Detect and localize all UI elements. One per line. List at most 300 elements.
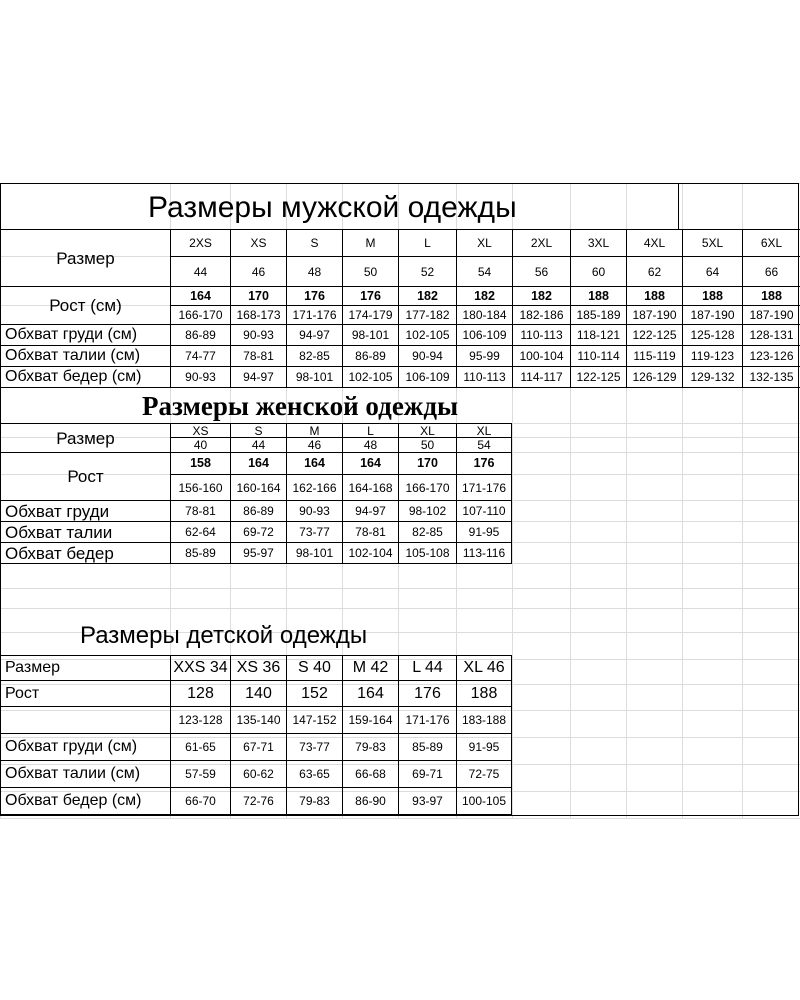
grid-cell xyxy=(743,792,800,819)
men-number-cell: 64 xyxy=(683,257,743,287)
men-hips-cell: 126-129 xyxy=(627,367,683,388)
grid-cell xyxy=(513,609,571,633)
grid-cell xyxy=(571,543,627,564)
women-chest-cell: 98-102 xyxy=(399,501,457,522)
kids-row-waist xyxy=(1,761,512,788)
men-chest-cell: 106-109 xyxy=(457,325,513,346)
kids-hips-cell: 100-105 xyxy=(457,788,512,815)
men-height-label: Рост (см) xyxy=(1,287,171,325)
women-row-chest xyxy=(1,501,512,522)
men-size-cell: L xyxy=(399,230,457,257)
grid-cell xyxy=(683,738,743,765)
grid-cell xyxy=(627,388,683,424)
grid-cell xyxy=(743,738,800,765)
men-row-height xyxy=(1,287,800,306)
men-height-cell: 176 xyxy=(343,287,399,306)
grid-cell xyxy=(457,564,513,589)
men-number-cell: 60 xyxy=(571,257,627,287)
men-waist-cell: 123-126 xyxy=(743,346,800,367)
kids-size-cell: S 40 xyxy=(287,656,343,681)
women-size-cell: XS xyxy=(171,424,231,438)
men-hips-cell: 132-135 xyxy=(743,367,800,388)
grid-cell xyxy=(513,501,571,522)
grid-row xyxy=(1,589,800,609)
men-row-waist xyxy=(1,346,800,367)
kids-row-height xyxy=(1,681,512,707)
women-size-cell: L xyxy=(343,424,399,438)
grid-cell xyxy=(627,543,683,564)
men-size-table xyxy=(0,229,800,388)
men-row-hips xyxy=(1,367,800,388)
men-number-cell: 46 xyxy=(231,257,287,287)
kids-chest-label: Обхват груди (см) xyxy=(1,734,171,761)
grid-cell xyxy=(743,453,800,475)
men-hips-cell: 110-113 xyxy=(457,367,513,388)
women-waist-cell: 62-64 xyxy=(171,522,231,543)
grid-cell xyxy=(513,792,571,819)
men-waist-cell: 119-123 xyxy=(683,346,743,367)
men-number-cell: 66 xyxy=(743,257,800,287)
men-chest-cell: 125-128 xyxy=(683,325,743,346)
women-height-label: Рост xyxy=(1,453,171,501)
grid-cell xyxy=(627,184,683,230)
grid-cell xyxy=(1,184,171,230)
men-height-cell: 188 xyxy=(571,287,627,306)
grid-cell xyxy=(571,184,627,230)
men-chest-cell: 118-121 xyxy=(571,325,627,346)
men-waist-cell: 110-114 xyxy=(571,346,627,367)
kids-size-cell: L 44 xyxy=(399,656,457,681)
women-height-cell: 164 xyxy=(287,453,343,475)
women-size-cell: M xyxy=(287,424,343,438)
grid-cell xyxy=(743,475,800,501)
men-size-cell: S xyxy=(287,230,343,257)
kids-height-range-label xyxy=(1,707,171,734)
men-height-cell: 182 xyxy=(513,287,571,306)
men-size-label: Размер xyxy=(1,230,171,287)
grid-cell xyxy=(627,424,683,438)
grid-cell xyxy=(571,711,627,738)
grid-cell xyxy=(627,589,683,609)
grid-cell xyxy=(683,501,743,522)
women-hips-cell: 95-97 xyxy=(231,543,287,564)
grid-cell xyxy=(287,589,343,609)
women-hips-cell: 98-101 xyxy=(287,543,343,564)
grid-cell xyxy=(683,792,743,819)
women-hips-cell: 85-89 xyxy=(171,543,231,564)
women-row-waist xyxy=(1,522,512,543)
men-height-range-cell: 187-190 xyxy=(743,306,800,325)
men-height-cell: 182 xyxy=(399,287,457,306)
grid-cell xyxy=(683,685,743,711)
women-title: Размеры женской одежды xyxy=(142,391,459,421)
grid-cell xyxy=(627,738,683,765)
grid-cell xyxy=(1,589,171,609)
kids-waist-cell: 57-59 xyxy=(171,761,231,788)
grid-cell xyxy=(571,738,627,765)
men-size-cell: 6XL xyxy=(743,230,800,257)
men-waist-cell: 78-81 xyxy=(231,346,287,367)
kids-height-cell: 176 xyxy=(399,681,457,707)
grid-cell xyxy=(743,765,800,792)
kids-size-cell: XXS 34 xyxy=(171,656,231,681)
grid-cell xyxy=(627,438,683,453)
kids-title: Размеры детской одежды xyxy=(80,622,368,649)
women-height-cell: 164 xyxy=(343,453,399,475)
grid-cell xyxy=(287,564,343,589)
grid-cell xyxy=(627,475,683,501)
grid-cell xyxy=(571,633,627,660)
grid-cell xyxy=(683,522,743,543)
men-chest-cell: 110-113 xyxy=(513,325,571,346)
grid-cell xyxy=(399,564,457,589)
men-height-cell: 188 xyxy=(627,287,683,306)
kids-height-range-cell: 123-128 xyxy=(171,707,231,734)
men-height-range-cell: 166-170 xyxy=(171,306,231,325)
grid-cell xyxy=(743,685,800,711)
grid-cell xyxy=(743,501,800,522)
men-height-range-cell: 174-179 xyxy=(343,306,399,325)
women-waist-cell: 91-95 xyxy=(457,522,512,543)
men-title: Размеры мужской одежды xyxy=(148,191,517,224)
kids-chest-cell: 67-71 xyxy=(231,734,287,761)
women-height-range-cell: 171-176 xyxy=(457,475,512,501)
kids-height-range-cell: 183-188 xyxy=(457,707,512,734)
women-number-cell: 46 xyxy=(287,438,343,453)
grid-cell xyxy=(457,589,513,609)
men-hips-cell: 94-97 xyxy=(231,367,287,388)
size-chart-sheet xyxy=(0,183,800,816)
women-height-range-cell: 160-164 xyxy=(231,475,287,501)
women-row-height xyxy=(1,453,512,475)
kids-hips-cell: 86-90 xyxy=(343,788,399,815)
grid-cell xyxy=(399,589,457,609)
men-waist-label: Обхват талии (см) xyxy=(1,346,171,367)
kids-size-label: Размер xyxy=(1,656,171,681)
grid-cell xyxy=(457,609,513,633)
women-chest-label: Обхват груди xyxy=(1,501,171,522)
grid-cell xyxy=(571,685,627,711)
men-number-cell: 48 xyxy=(287,257,343,287)
kids-height-label: Рост xyxy=(1,681,171,707)
men-size-cell: 4XL xyxy=(627,230,683,257)
grid-cell xyxy=(743,543,800,564)
women-height-range-cell: 166-170 xyxy=(399,475,457,501)
grid-cell xyxy=(513,438,571,453)
grid-cell xyxy=(743,633,800,660)
kids-size-cell: XL 46 xyxy=(457,656,512,681)
women-waist-cell: 73-77 xyxy=(287,522,343,543)
men-size-cell: 2XS xyxy=(171,230,231,257)
kids-row-hips xyxy=(1,788,512,815)
grid-cell xyxy=(743,424,800,438)
grid-cell xyxy=(743,522,800,543)
men-hips-cell: 114-117 xyxy=(513,367,571,388)
men-waist-cell: 115-119 xyxy=(627,346,683,367)
grid-cell xyxy=(571,792,627,819)
grid-cell xyxy=(571,660,627,685)
grid-cell xyxy=(743,184,800,230)
kids-hips-cell: 93-97 xyxy=(399,788,457,815)
women-height-range-cell: 164-168 xyxy=(343,475,399,501)
kids-waist-cell: 60-62 xyxy=(231,761,287,788)
grid-cell xyxy=(627,660,683,685)
grid-cell xyxy=(627,564,683,589)
grid-cell xyxy=(627,501,683,522)
grid-cell xyxy=(683,765,743,792)
grid-cell xyxy=(571,424,627,438)
men-height-range-cell: 168-173 xyxy=(231,306,287,325)
grid-cell xyxy=(743,564,800,589)
women-number-cell: 44 xyxy=(231,438,287,453)
grid-cell xyxy=(1,564,171,589)
women-height-cell: 164 xyxy=(231,453,287,475)
women-chest-cell: 86-89 xyxy=(231,501,287,522)
women-height-cell: 158 xyxy=(171,453,231,475)
men-waist-cell: 90-94 xyxy=(399,346,457,367)
grid-cell xyxy=(683,660,743,685)
women-hips-cell: 105-108 xyxy=(399,543,457,564)
grid-cell xyxy=(231,589,287,609)
men-chest-label: Обхват груди (см) xyxy=(1,325,171,346)
grid-cell xyxy=(683,184,743,230)
grid-cell xyxy=(571,609,627,633)
men-title-divider xyxy=(678,183,679,229)
kids-row-chest xyxy=(1,734,512,761)
women-height-cell: 176 xyxy=(457,453,512,475)
grid-cell xyxy=(683,388,743,424)
kids-hips-cell: 79-83 xyxy=(287,788,343,815)
men-waist-cell: 86-89 xyxy=(343,346,399,367)
grid-cell xyxy=(743,388,800,424)
grid-cell xyxy=(683,633,743,660)
men-hips-cell: 129-132 xyxy=(683,367,743,388)
grid-cell xyxy=(683,475,743,501)
kids-height-cell: 188 xyxy=(457,681,512,707)
men-height-cell: 176 xyxy=(287,287,343,306)
men-height-range-cell: 185-189 xyxy=(571,306,627,325)
men-hips-cell: 106-109 xyxy=(399,367,457,388)
men-number-cell: 56 xyxy=(513,257,571,287)
grid-cell xyxy=(171,589,231,609)
grid-cell xyxy=(231,564,287,589)
grid-cell xyxy=(627,609,683,633)
kids-size-table xyxy=(0,655,512,815)
men-size-cell: XL xyxy=(457,230,513,257)
kids-height-range-cell: 159-164 xyxy=(343,707,399,734)
kids-waist-label: Обхват талии (см) xyxy=(1,761,171,788)
grid-cell xyxy=(683,589,743,609)
kids-hips-cell: 66-70 xyxy=(171,788,231,815)
men-chest-cell: 94-97 xyxy=(287,325,343,346)
kids-waist-cell: 63-65 xyxy=(287,761,343,788)
kids-chest-cell: 91-95 xyxy=(457,734,512,761)
men-size-cell: XS xyxy=(231,230,287,257)
women-height-cell: 170 xyxy=(399,453,457,475)
women-number-cell: 54 xyxy=(457,438,512,453)
grid-cell xyxy=(513,738,571,765)
men-height-range-cell: 180-184 xyxy=(457,306,513,325)
grid-cell xyxy=(513,633,571,660)
men-hips-cell: 122-125 xyxy=(571,367,627,388)
men-number-cell: 52 xyxy=(399,257,457,287)
men-number-cell: 62 xyxy=(627,257,683,287)
men-number-cell: 54 xyxy=(457,257,513,287)
women-chest-cell: 94-97 xyxy=(343,501,399,522)
grid-cell xyxy=(743,438,800,453)
grid-cell xyxy=(571,388,627,424)
women-height-range-cell: 162-166 xyxy=(287,475,343,501)
grid-cell xyxy=(683,424,743,438)
grid-cell xyxy=(627,792,683,819)
grid-cell xyxy=(683,609,743,633)
women-chest-cell: 107-110 xyxy=(457,501,512,522)
kids-waist-cell: 66-68 xyxy=(343,761,399,788)
kids-waist-cell: 72-75 xyxy=(457,761,512,788)
grid-cell xyxy=(743,660,800,685)
women-number-cell: 50 xyxy=(399,438,457,453)
grid-cell xyxy=(571,453,627,475)
grid-cell xyxy=(571,765,627,792)
men-height-cell: 188 xyxy=(683,287,743,306)
women-row-hips xyxy=(1,543,512,564)
grid-cell xyxy=(171,564,231,589)
men-chest-cell: 102-105 xyxy=(399,325,457,346)
men-size-cell: 2XL xyxy=(513,230,571,257)
grid-cell xyxy=(571,475,627,501)
grid-cell xyxy=(627,522,683,543)
grid-cell xyxy=(513,424,571,438)
kids-hips-label: Обхват бедер (см) xyxy=(1,788,171,815)
kids-size-cell: M 42 xyxy=(343,656,399,681)
grid-cell xyxy=(571,501,627,522)
kids-chest-cell: 73-77 xyxy=(287,734,343,761)
grid-cell xyxy=(627,765,683,792)
men-number-cell: 44 xyxy=(171,257,231,287)
women-chest-cell: 90-93 xyxy=(287,501,343,522)
men-row-chest xyxy=(1,325,800,346)
men-row-sizes xyxy=(1,230,800,257)
grid-cell xyxy=(743,609,800,633)
women-hips-cell: 113-116 xyxy=(457,543,512,564)
men-waist-cell: 82-85 xyxy=(287,346,343,367)
grid-cell xyxy=(683,711,743,738)
grid-cell xyxy=(513,685,571,711)
men-height-cell: 188 xyxy=(743,287,800,306)
men-height-range-cell: 187-190 xyxy=(627,306,683,325)
women-size-cell: XL xyxy=(457,424,512,438)
women-row-sizes xyxy=(1,424,512,438)
grid-cell xyxy=(513,765,571,792)
men-height-cell: 170 xyxy=(231,287,287,306)
grid-cell xyxy=(683,564,743,589)
kids-height-range-cell: 147-152 xyxy=(287,707,343,734)
men-chest-cell: 86-89 xyxy=(171,325,231,346)
grid-cell xyxy=(627,685,683,711)
kids-height-range-cell: 171-176 xyxy=(399,707,457,734)
kids-chest-cell: 61-65 xyxy=(171,734,231,761)
kids-chest-cell: 85-89 xyxy=(399,734,457,761)
men-hips-label: Обхват бедер (см) xyxy=(1,367,171,388)
grid-cell xyxy=(571,438,627,453)
grid-cell xyxy=(683,543,743,564)
men-waist-cell: 100-104 xyxy=(513,346,571,367)
women-size-cell: S xyxy=(231,424,287,438)
men-chest-cell: 90-93 xyxy=(231,325,287,346)
men-height-range-cell: 182-186 xyxy=(513,306,571,325)
kids-waist-cell: 69-71 xyxy=(399,761,457,788)
men-height-range-cell: 177-182 xyxy=(399,306,457,325)
grid-cell xyxy=(513,522,571,543)
women-size-cell: XL xyxy=(399,424,457,438)
men-waist-cell: 74-77 xyxy=(171,346,231,367)
women-number-cell: 48 xyxy=(343,438,399,453)
grid-cell xyxy=(627,453,683,475)
men-hips-cell: 98-101 xyxy=(287,367,343,388)
kids-row-height-range xyxy=(1,707,512,734)
kids-height-cell: 140 xyxy=(231,681,287,707)
grid-cell xyxy=(743,589,800,609)
men-size-cell: 3XL xyxy=(571,230,627,257)
grid-cell xyxy=(513,711,571,738)
men-chest-cell: 122-125 xyxy=(627,325,683,346)
women-size-label: Размер xyxy=(1,424,171,453)
kids-height-range-cell: 135-140 xyxy=(231,707,287,734)
kids-row-sizes xyxy=(1,656,512,681)
grid-cell xyxy=(513,564,571,589)
women-waist-cell: 78-81 xyxy=(343,522,399,543)
kids-hips-cell: 72-76 xyxy=(231,788,287,815)
grid-cell xyxy=(571,522,627,543)
kids-height-cell: 164 xyxy=(343,681,399,707)
grid-cell xyxy=(627,711,683,738)
men-height-range-cell: 171-176 xyxy=(287,306,343,325)
grid-cell xyxy=(571,564,627,589)
grid-cell xyxy=(513,475,571,501)
kids-height-cell: 152 xyxy=(287,681,343,707)
kids-size-cell: XS 36 xyxy=(231,656,287,681)
grid-cell xyxy=(343,589,399,609)
kids-chest-cell: 79-83 xyxy=(343,734,399,761)
kids-height-cell: 128 xyxy=(171,681,231,707)
men-hips-cell: 102-105 xyxy=(343,367,399,388)
women-waist-label: Обхват талии xyxy=(1,522,171,543)
men-number-cell: 50 xyxy=(343,257,399,287)
women-hips-label: Обхват бедер xyxy=(1,543,171,564)
grid-cell xyxy=(513,453,571,475)
men-size-cell: M xyxy=(343,230,399,257)
women-waist-cell: 82-85 xyxy=(399,522,457,543)
grid-cell xyxy=(743,711,800,738)
men-chest-cell: 128-131 xyxy=(743,325,800,346)
men-chest-cell: 98-101 xyxy=(343,325,399,346)
grid-cell xyxy=(627,633,683,660)
grid-cell xyxy=(571,589,627,609)
grid-cell xyxy=(343,564,399,589)
men-waist-cell: 95-99 xyxy=(457,346,513,367)
women-hips-cell: 102-104 xyxy=(343,543,399,564)
men-hips-cell: 90-93 xyxy=(171,367,231,388)
grid-cell xyxy=(683,438,743,453)
grid-cell xyxy=(683,453,743,475)
men-size-cell: 5XL xyxy=(683,230,743,257)
grid-row xyxy=(1,564,800,589)
women-number-cell: 40 xyxy=(171,438,231,453)
women-height-range-cell: 156-160 xyxy=(171,475,231,501)
grid-cell xyxy=(513,543,571,564)
women-chest-cell: 78-81 xyxy=(171,501,231,522)
men-height-cell: 164 xyxy=(171,287,231,306)
